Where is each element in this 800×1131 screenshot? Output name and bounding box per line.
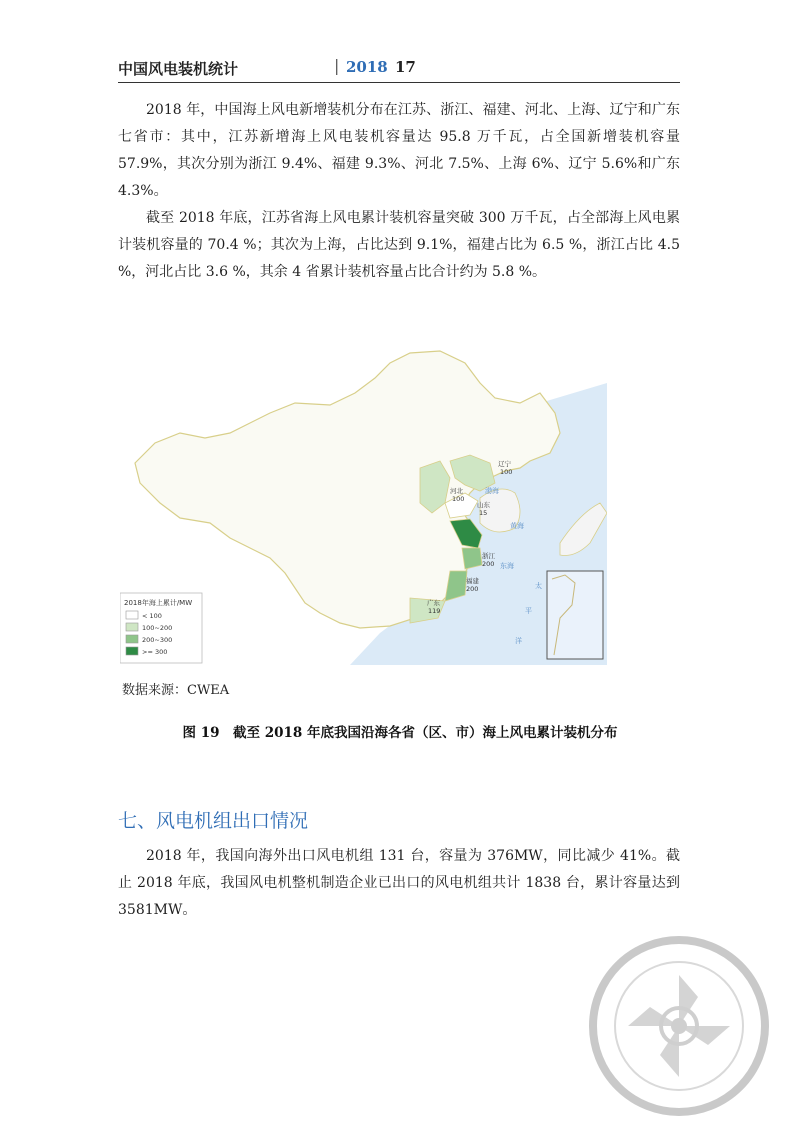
figure-caption: 图 19 截至 2018 年底我国沿海各省（区、市）海上风电累计装机分布 xyxy=(182,725,618,741)
label-shandong-name: 山东 xyxy=(477,501,490,509)
china-map-svg xyxy=(120,343,607,665)
label-guangdong-value: 119 xyxy=(428,607,441,615)
label-liaoning-name: 辽宁 xyxy=(498,460,511,468)
header-year: 2018 xyxy=(346,58,388,76)
seal-center-dot xyxy=(671,1018,687,1034)
section-heading: 七、风电机组出口情况 xyxy=(118,810,309,832)
label-zhejiang-name: 浙江 xyxy=(482,552,495,560)
legend-swatch-2 xyxy=(126,623,138,631)
paragraph-new-installations: 2018 年，中国海上风电新增装机分布在江苏、浙江、福建、河北、上海、辽宁和广东七省市：其中，江苏新增海上风电装机容量达 95.8 万千瓦，占全国新增装机容量 57.9%，其次分别为浙江 9.4%、福建 9.3%、河北 7.5%、上海 6%、辽宁 5.6%和广东 4.3%。 xyxy=(118,102,680,199)
sea-label-tai: 太 xyxy=(535,582,542,590)
document-title: 中国风电装机统计 xyxy=(118,60,239,78)
seal-svg xyxy=(588,935,770,1117)
sea-label-huanghai: 黄海 xyxy=(510,522,524,530)
legend-swatch-4 xyxy=(126,647,138,655)
paragraph-exports: 2018 年，我国向海外出口风电机组 131 台，容量为 376MW，同比减少 41%。截止 2018 年底，我国风电机整机制造企业已出口的风电机组共计 1838 台，累计容量达到 3581MW。 xyxy=(118,848,680,918)
sea-label-yang: 洋 xyxy=(515,637,522,645)
sea-label-ping: 平 xyxy=(525,607,532,615)
cwea-seal xyxy=(588,935,770,1117)
legend-label-1: < 100 xyxy=(142,612,162,620)
zhejiang-region xyxy=(462,548,482,569)
paragraph-cumulative-installations: 截至 2018 年底，江苏省海上风电累计装机容量突破 300 万千瓦，占全部海上风电累计装机容量的 70.4 %；其次为上海，占比达到 9.1%，福建占比为 6.5 %，浙江占比 4.5 %，河北占比 3.6 %，其余 4 省累计装机容量占比合计约为 5.8 %。 xyxy=(118,210,680,280)
legend-label-2: 100~200 xyxy=(142,624,173,632)
label-fujian-name: 福建 xyxy=(466,577,479,585)
legend-swatch-3 xyxy=(126,635,138,643)
offshore-wind-map xyxy=(120,343,607,665)
sea-label-bohai: 渤海 xyxy=(485,487,499,495)
header-separator: | xyxy=(334,56,340,75)
legend-label-3: 200~300 xyxy=(142,636,173,644)
legend-title: 2018年海上累计/MW xyxy=(124,599,193,607)
label-fujian-value: 200 xyxy=(466,585,479,593)
label-zhejiang-value: 200 xyxy=(482,560,495,568)
label-hebei-name: 河北 xyxy=(450,487,463,495)
label-liaoning-value: 100 xyxy=(500,468,513,476)
label-guangdong-name: 广东 xyxy=(427,599,440,607)
sea-label-donghai: 东海 xyxy=(500,562,514,570)
data-source: 数据来源：CWEA xyxy=(122,683,230,698)
page-header xyxy=(118,56,680,83)
legend-label-4: >= 300 xyxy=(142,648,168,656)
page-number: 17 xyxy=(395,58,416,76)
label-hebei-value: 100 xyxy=(452,495,465,503)
legend-swatch-1 xyxy=(126,611,138,619)
label-shandong-value: 15 xyxy=(479,509,488,517)
